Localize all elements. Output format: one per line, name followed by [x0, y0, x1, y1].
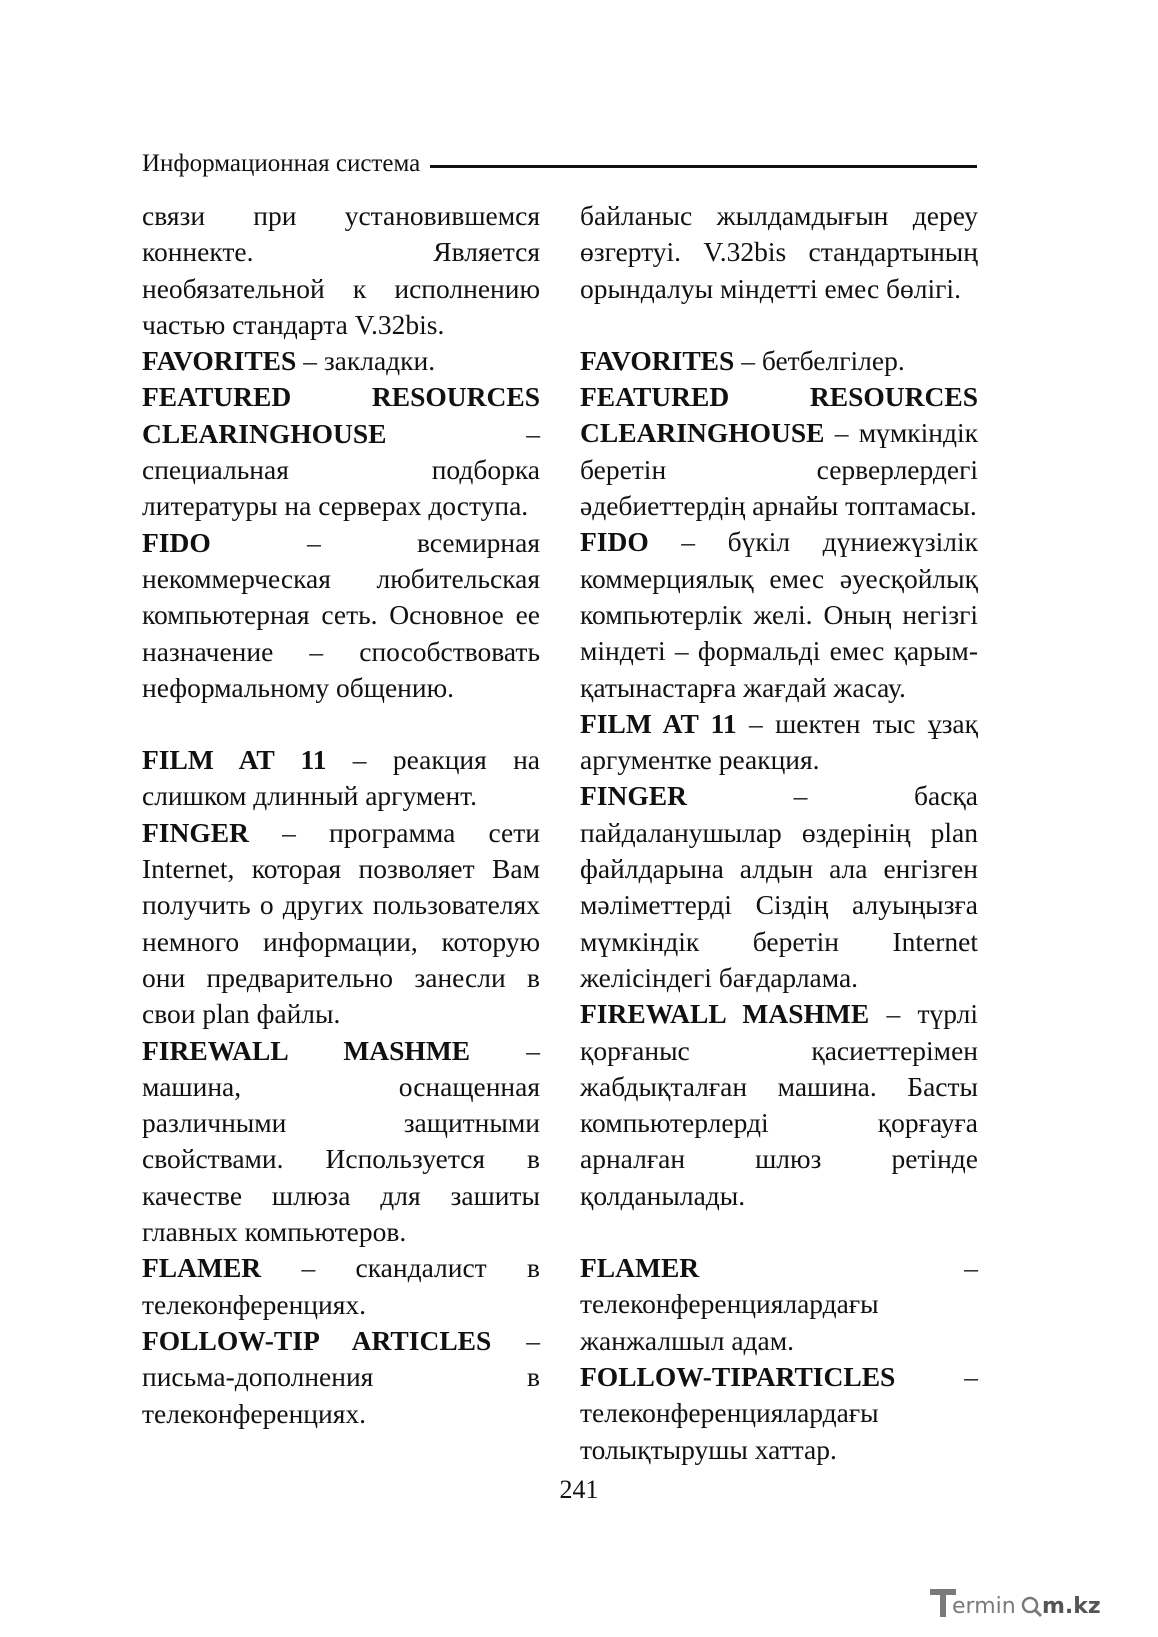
entry-film-at-11: [580, 706, 978, 779]
svg-text:m.kz: m.kz: [1042, 1594, 1101, 1619]
right-column: [580, 198, 978, 1468]
svg-text:ermin: ermin: [952, 1594, 1016, 1619]
definition-text: – бетбелгілер.: [734, 344, 905, 376]
definition-text: – түрлі қорғаныс қасиеттерімен жабдықталған машина. Басты компьютерлерді қорғауға арналған шлюз ретінде қолданылады.: [580, 998, 978, 1211]
entry-flamer: [580, 1250, 978, 1359]
term-label: FILM AT 11: [580, 707, 737, 739]
header-rule: [430, 165, 977, 168]
term-label: FAVORITES: [142, 345, 297, 377]
term-label: FOLLOW-TIP ARTICLES: [142, 1324, 492, 1356]
term-label: FIDO: [142, 526, 211, 558]
watermark-logo: [928, 1583, 1138, 1621]
definition-text: – машина, оснащенная различными защитными свойствами. Используется в качестве шлюза для зашиты главных компьютеров.: [142, 1034, 541, 1248]
watermark-logo-graphic: [928, 1583, 1138, 1621]
entry-favorites: [142, 343, 540, 379]
term-label: FOLLOW-TIPARTICLES: [580, 1360, 896, 1392]
term-label: FIREWALL MASHME: [142, 1034, 471, 1066]
definition-text: – письма-дополнения в телеконференциях.: [142, 1324, 540, 1429]
entry-firewall: [142, 1033, 540, 1251]
term-label: FAVORITES: [580, 344, 735, 376]
running-header: [142, 146, 977, 182]
entry-fido: [142, 525, 540, 706]
entry-continuation: связи при установившемся коннекте. Является необязательной к исполнению частью стандарта V.32bis.: [142, 200, 540, 340]
page-number: 241: [559, 1475, 599, 1504]
entry-continuation: байланыс жылдамдығын дереу өзгертуі. V.32bis стандартының орындалуы міндетті емес бөлігі.: [580, 200, 978, 304]
entry-follow-tip: [580, 1359, 978, 1468]
header-title: Информационная система: [142, 150, 421, 177]
definition-text: – телеконференциялардағы жанжалшыл адам.: [580, 1252, 978, 1356]
term-label: FLAMER: [580, 1252, 700, 1284]
entry-featured-resources: [142, 379, 540, 524]
term-label: FINGER: [142, 816, 249, 848]
entry-film-at-11: [142, 742, 540, 815]
definition-text: – шектен тыс ұзақ аргументке реакция.: [580, 707, 978, 776]
definition-text: – специальная подборка литературы на серверах доступа.: [142, 417, 540, 522]
definition-text: – всемирная некоммерческая любительская компьютерная сеть. Основное ее назначение – способствовать неформальному общению.: [142, 526, 540, 703]
definition-text: – программа сети Internet, которая позволяет Вам получить о других пользователях немного информации, которую они предварительно занесли в свои plan файлы.: [142, 816, 540, 1030]
entry-finger: [142, 815, 540, 1033]
term-label: FLAMER: [142, 1252, 262, 1284]
entry-flamer: [142, 1250, 540, 1323]
definition-text: – бүкіл дүниежүзілік коммерциялық емес әуесқойлық компьютерлік желі. Оның негізгі міндеті – формальді емес қарым-қатынастарға жағдай жасау.: [580, 526, 978, 703]
entry-follow-tip: [142, 1323, 540, 1432]
magnifier-icon: [1023, 1598, 1037, 1612]
term-label: FEATURED RESOURCES CLEARINGHOUSE: [580, 381, 978, 449]
entry-firewall: [580, 996, 978, 1214]
definition-text: – реакция на слишком длинный аргумент.: [142, 744, 540, 812]
term-label: FILM AT 11: [142, 744, 327, 776]
entry-fido: [580, 524, 978, 705]
term-label: FINGER: [580, 780, 687, 812]
entry-favorites: [580, 343, 978, 379]
term-label: FIREWALL MASHME: [580, 998, 870, 1030]
definition-text: – басқа пайдаланушылар өздерінің plan файлдарына алдын ала енгізген мәліметтерді Сіздің алуыңызға мүмкіндік беретін Internet желісіндегі бағдарлама.: [580, 780, 978, 993]
definition-text: – закладки.: [296, 345, 436, 377]
definition-text: – мүмкіндік беретін серверлердегі әдебиеттердің арнайы топтамасы.: [580, 417, 978, 522]
definition-text: – телеконференциялардағы толықтырушы хаттар.: [580, 1360, 978, 1465]
definition-text: – скандалист в телеконференциях.: [142, 1252, 540, 1320]
term-label: FEATURED RESOURCES CLEARINGHOUSE: [142, 381, 540, 449]
entry-featured-resources: [580, 379, 978, 524]
term-label: FIDO: [580, 526, 649, 558]
entry-finger: [580, 778, 978, 996]
left-column: [142, 198, 540, 1432]
